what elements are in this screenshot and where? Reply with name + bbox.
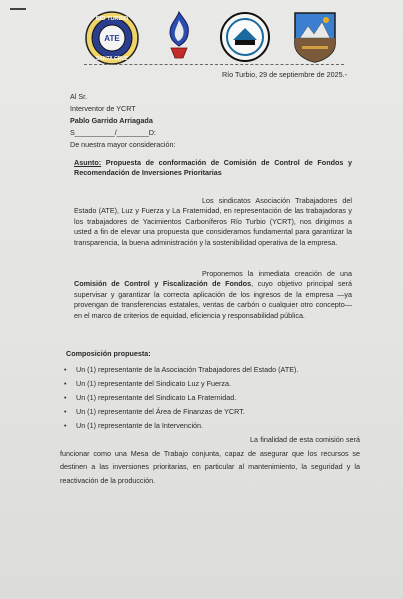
luz-y-fuerza-emblem-icon bbox=[162, 10, 196, 60]
paragraph-2-rest: , cuyo objetivo principal será supervisar y garantizar la correcta aplicación de los ingresos de la empresa —ya provengan de transferencias estatales, ventas de carbón o cualquier otro concepto— en el marco de criterios de equidad, eficiencia y responsabilidad pública. bbox=[74, 279, 352, 320]
logo-row bbox=[78, 10, 348, 68]
subject-text: Propuesta de conformación de Comisión de Control de Fondos y Recomendación de Inversiones Prioritarias bbox=[74, 158, 352, 178]
list-item: • Un (1) representante de la Intervención. bbox=[76, 419, 298, 433]
la-fraternidad-emblem-icon bbox=[218, 10, 272, 64]
ycrt-shield-icon bbox=[292, 10, 338, 64]
list-item: • Un (1) representante del Área de Finanzas de YCRT. bbox=[76, 405, 298, 419]
paragraph-2-intro: Proponemos la inmediata creación de una bbox=[202, 269, 352, 278]
recipient-line-1: Al Sr. bbox=[70, 92, 88, 101]
subject-label: Asunto: bbox=[74, 158, 102, 167]
greeting: De nuestra mayor consideración: bbox=[70, 140, 176, 149]
commission-name: Comisión de Control y Fiscalización de Fondos bbox=[74, 279, 252, 289]
header-divider bbox=[84, 64, 344, 65]
ate-rio-turbio-seal-icon bbox=[82, 10, 142, 66]
recipient-name: Pablo Garrido Arriagada bbox=[70, 116, 153, 125]
subject-line bbox=[74, 158, 352, 179]
document-date: Río Turbio, 29 de septiembre de 2025.- bbox=[221, 70, 347, 79]
seal-center-text: ATE bbox=[104, 34, 120, 43]
composition-title: Composición propuesta: bbox=[66, 349, 151, 358]
paragraph-3: La finalidad de esta comisión será funcionar como una Mesa de Trabajo conjunta, capaz de asegurar que los recursos se destinen a las inversiones prioritarias, en particular al mantenimiento, la seguridad y la reactivación de la producción. bbox=[60, 435, 360, 485]
list-item: • Un (1) representante del Sindicato Luz y Fuerza. bbox=[76, 377, 298, 391]
paragraph-1: Los sindicatos Asociación Trabajadores del Estado (ATE), Luz y Fuerza y La Fraternidad, en representación de las trabajadoras y los trabajadores de Yacimientos Carboníferos Río Turbio (YCRT), nos dirigimos a usted a fin de elevar una propuesta que consideramos fundamental para garantizar la transparencia, la buena administración y la sostenibilidad operativa de la empresa. bbox=[74, 196, 352, 247]
list-item: • Un (1) representante de la Asociación Trabajadores del Estado (ATE). bbox=[76, 363, 298, 377]
recipient-line-2: Interventor de YCRT bbox=[70, 104, 136, 113]
paragraph-2 bbox=[74, 269, 352, 321]
seal-bottom-text: SANTA CRUZ bbox=[96, 56, 128, 62]
list-item: • Un (1) representante del Sindicato La Fraternidad. bbox=[76, 391, 298, 405]
composition-list bbox=[76, 363, 298, 433]
recipient-sd-line: S__________/________D: bbox=[70, 128, 156, 137]
corner-mark bbox=[10, 8, 26, 10]
seal-top-text: RIO TURBIO bbox=[95, 16, 129, 22]
